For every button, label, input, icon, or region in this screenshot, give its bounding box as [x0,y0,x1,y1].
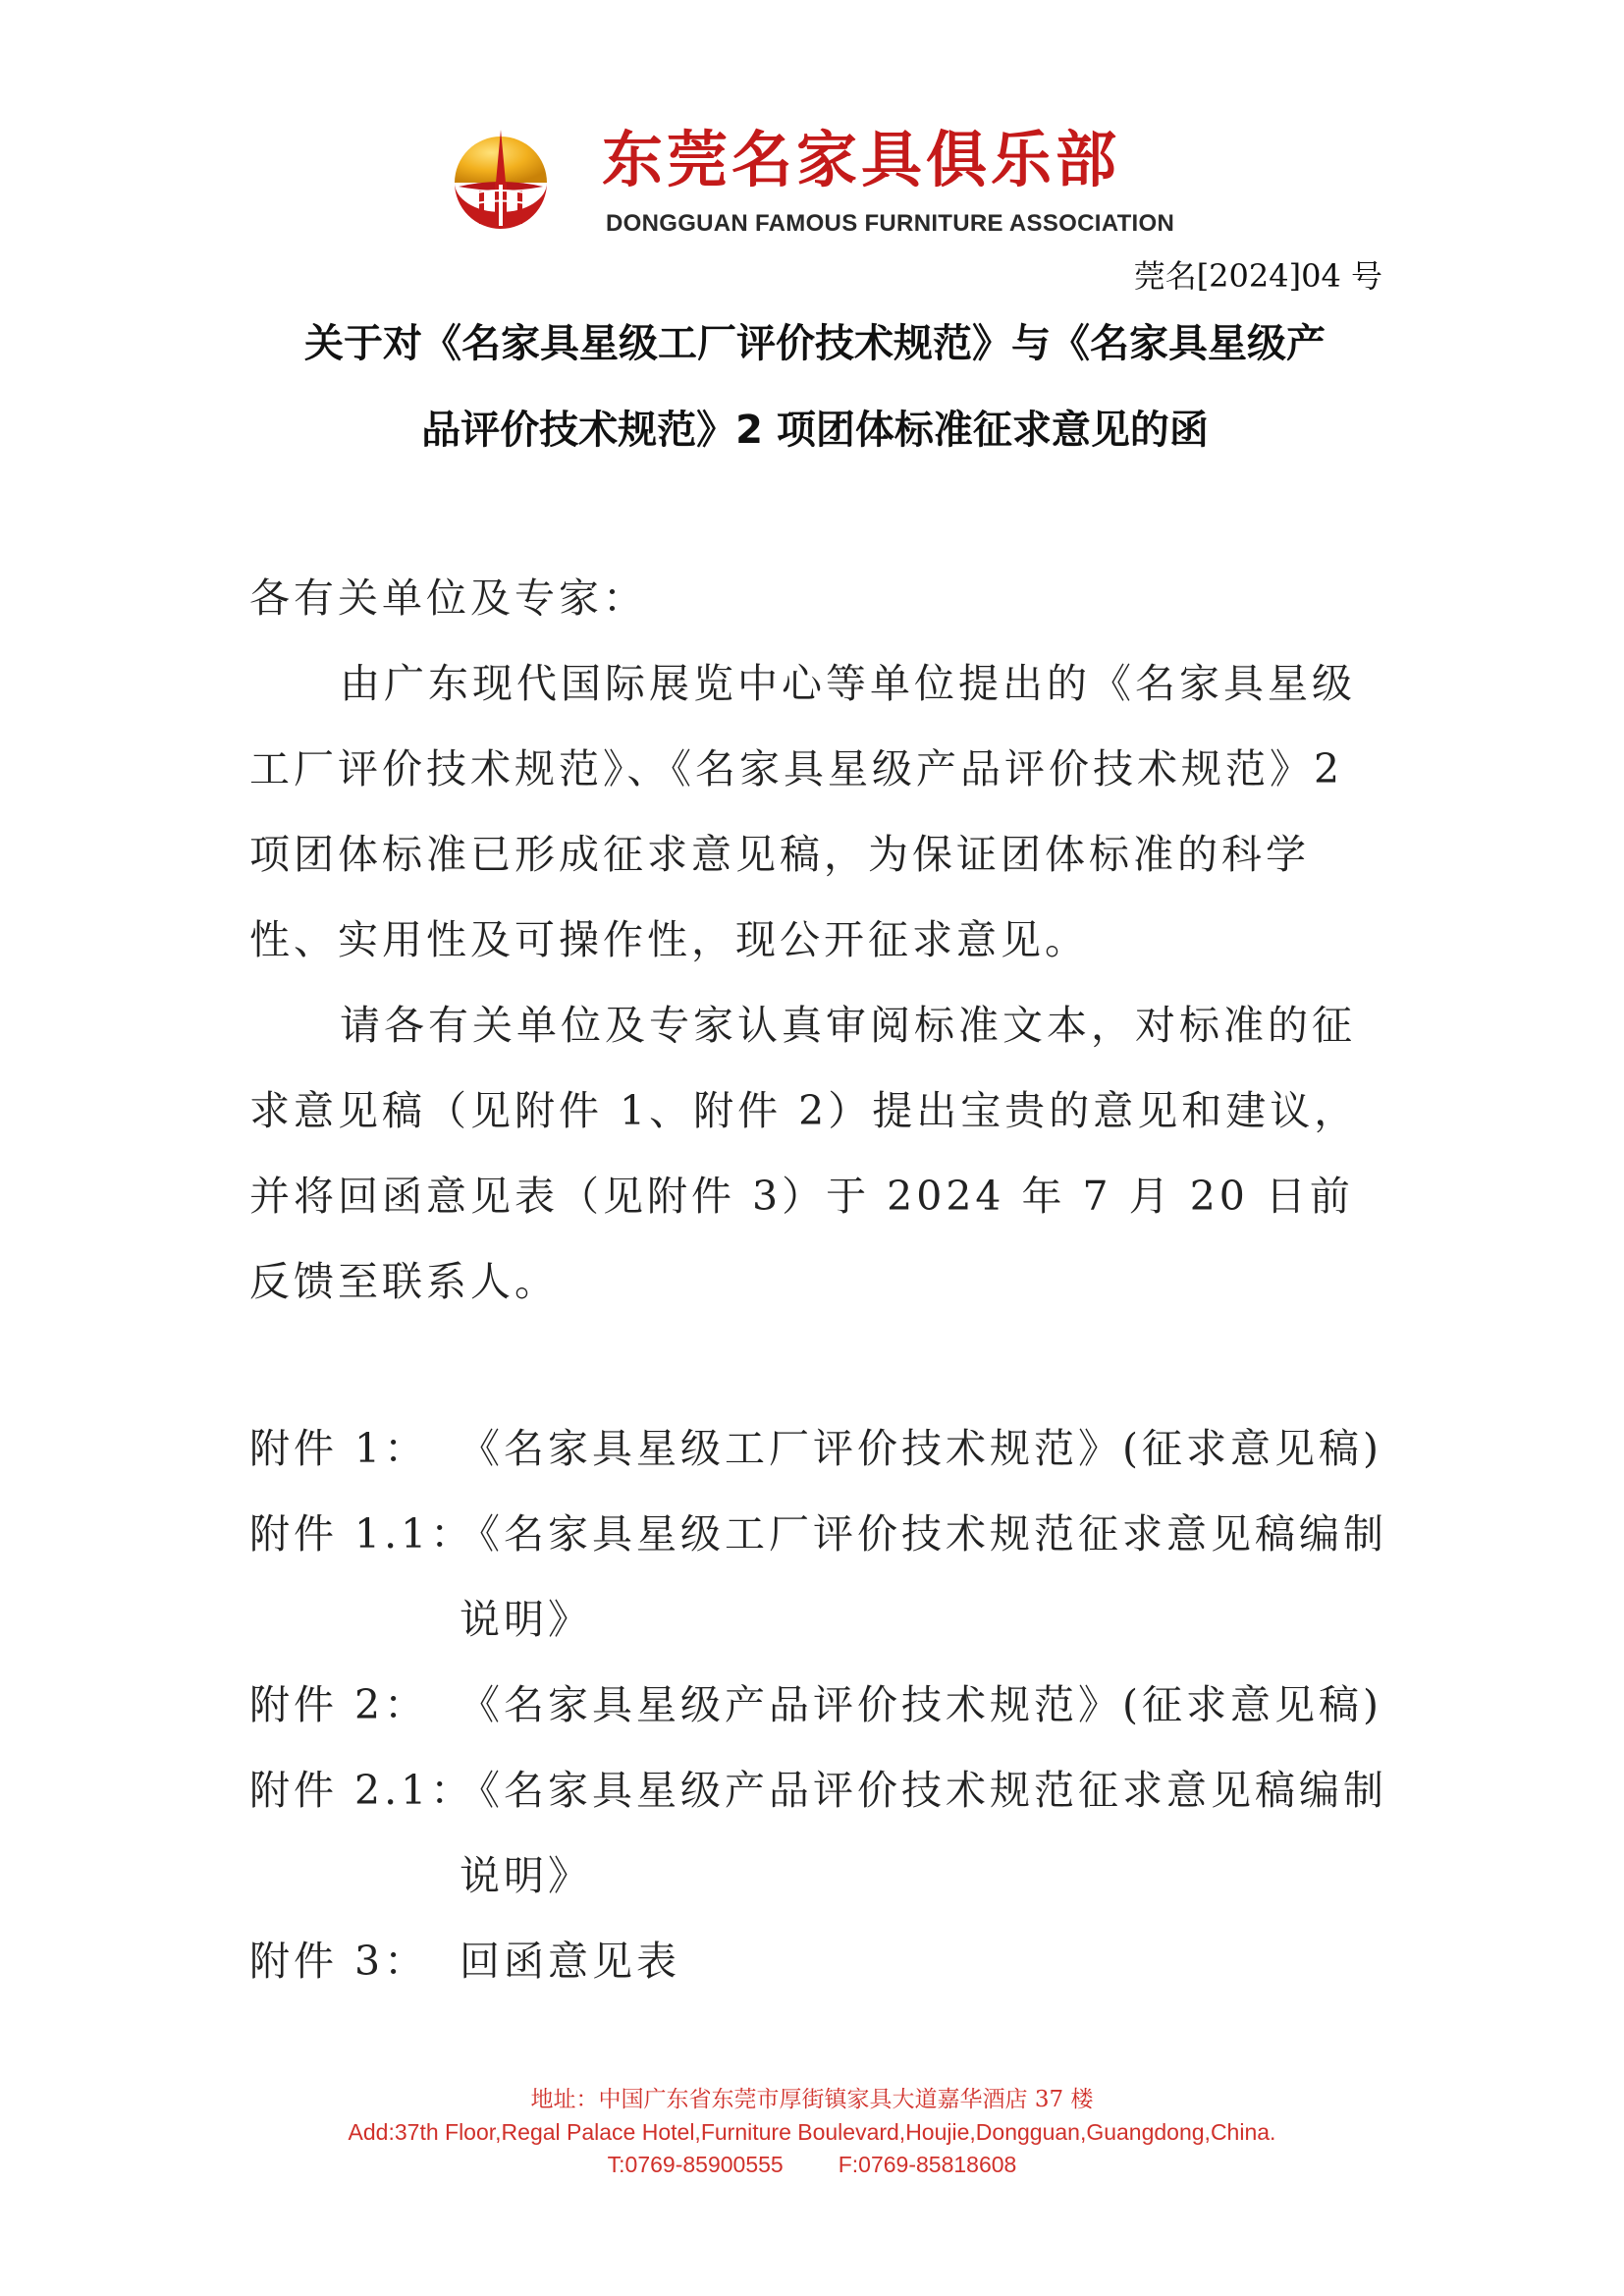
letterhead [447,126,1193,244]
title-line-1: 关于对《名家具星级工厂评价技术规范》与《名家具星级产 [304,321,1326,366]
footer-telephone: T:0769-85900555 [607,2152,784,2177]
attachment-item [249,1919,1388,2004]
attachment-title: 《名家具星级产品评价技术规范》(征求意见稿) [460,1681,1382,1728]
letter-body [249,556,1388,1325]
attachment-title: 回函意见表 [460,1938,680,1985]
letterhead-footer [0,2084,1624,2181]
organization-name-en: DONGGUAN FAMOUS FURNITURE ASSOCIATION [606,210,1175,237]
body-paragraph-2: 请各有关单位及专家认真审阅标准文本，对标准的征求意见稿（见附件 1、附件 2）提出宝贵的意见和建议，并将回函意见表（见附件 3）于 2024 年 7 月 20 日前反馈至联系人。 [249,1002,1359,1305]
attachment-title: 《名家具星级产品评价技术规范征求意见稿编制说明》 [460,1767,1387,1899]
attachment-title: 《名家具星级工厂评价技术规范》(征求意见稿) [460,1425,1382,1472]
footer-fax: F:0769-85818608 [838,2152,1017,2177]
salutation: 各有关单位及专家： [249,574,647,622]
attachment-item [249,1492,1388,1663]
footer-contact [0,2149,1624,2181]
document-number: 莞名[2024]04 号 [1133,257,1382,295]
footer-address-en: Add:37th Floor,Regal Palace Hotel,Furniture Boulevard,Houjie,Dongguan,Guangdong,China. [348,2119,1276,2145]
attachment-item [249,1663,1388,1748]
association-logo-icon [447,126,555,234]
title-line-2: 品评价技术规范》2 项团体标准征求意见的函 [421,408,1209,453]
attachment-label: 附件 2： [249,1681,429,1728]
attachment-label: 附件 2.1： [249,1767,475,1814]
body-paragraph-1: 由广东现代国际展览中心等单位提出的《名家具星级工厂评价技术规范》、《名家具星级产品评价技术规范》2 项团体标准已形成征求意见稿，为保证团体标准的科学性、实用性及可操作性，现公开征求意见。 [249,660,1356,963]
attachment-item [249,1406,1388,1492]
attachment-label: 附件 1： [249,1425,429,1472]
attachment-title: 《名家具星级工厂评价技术规范征求意见稿编制说明》 [460,1510,1387,1643]
attachment-item [249,1748,1388,1919]
attachment-list [249,1406,1388,2004]
footer-address-cn: 地址：中国广东省东莞市厚街镇家具大道嘉华酒店 37 楼 [530,2087,1094,2112]
organization-name-cn: 东莞名家具俱乐部 [602,124,1121,195]
attachment-label: 附件 3： [249,1938,429,1985]
attachment-label: 附件 1.1： [249,1510,475,1558]
document-title [245,301,1384,473]
